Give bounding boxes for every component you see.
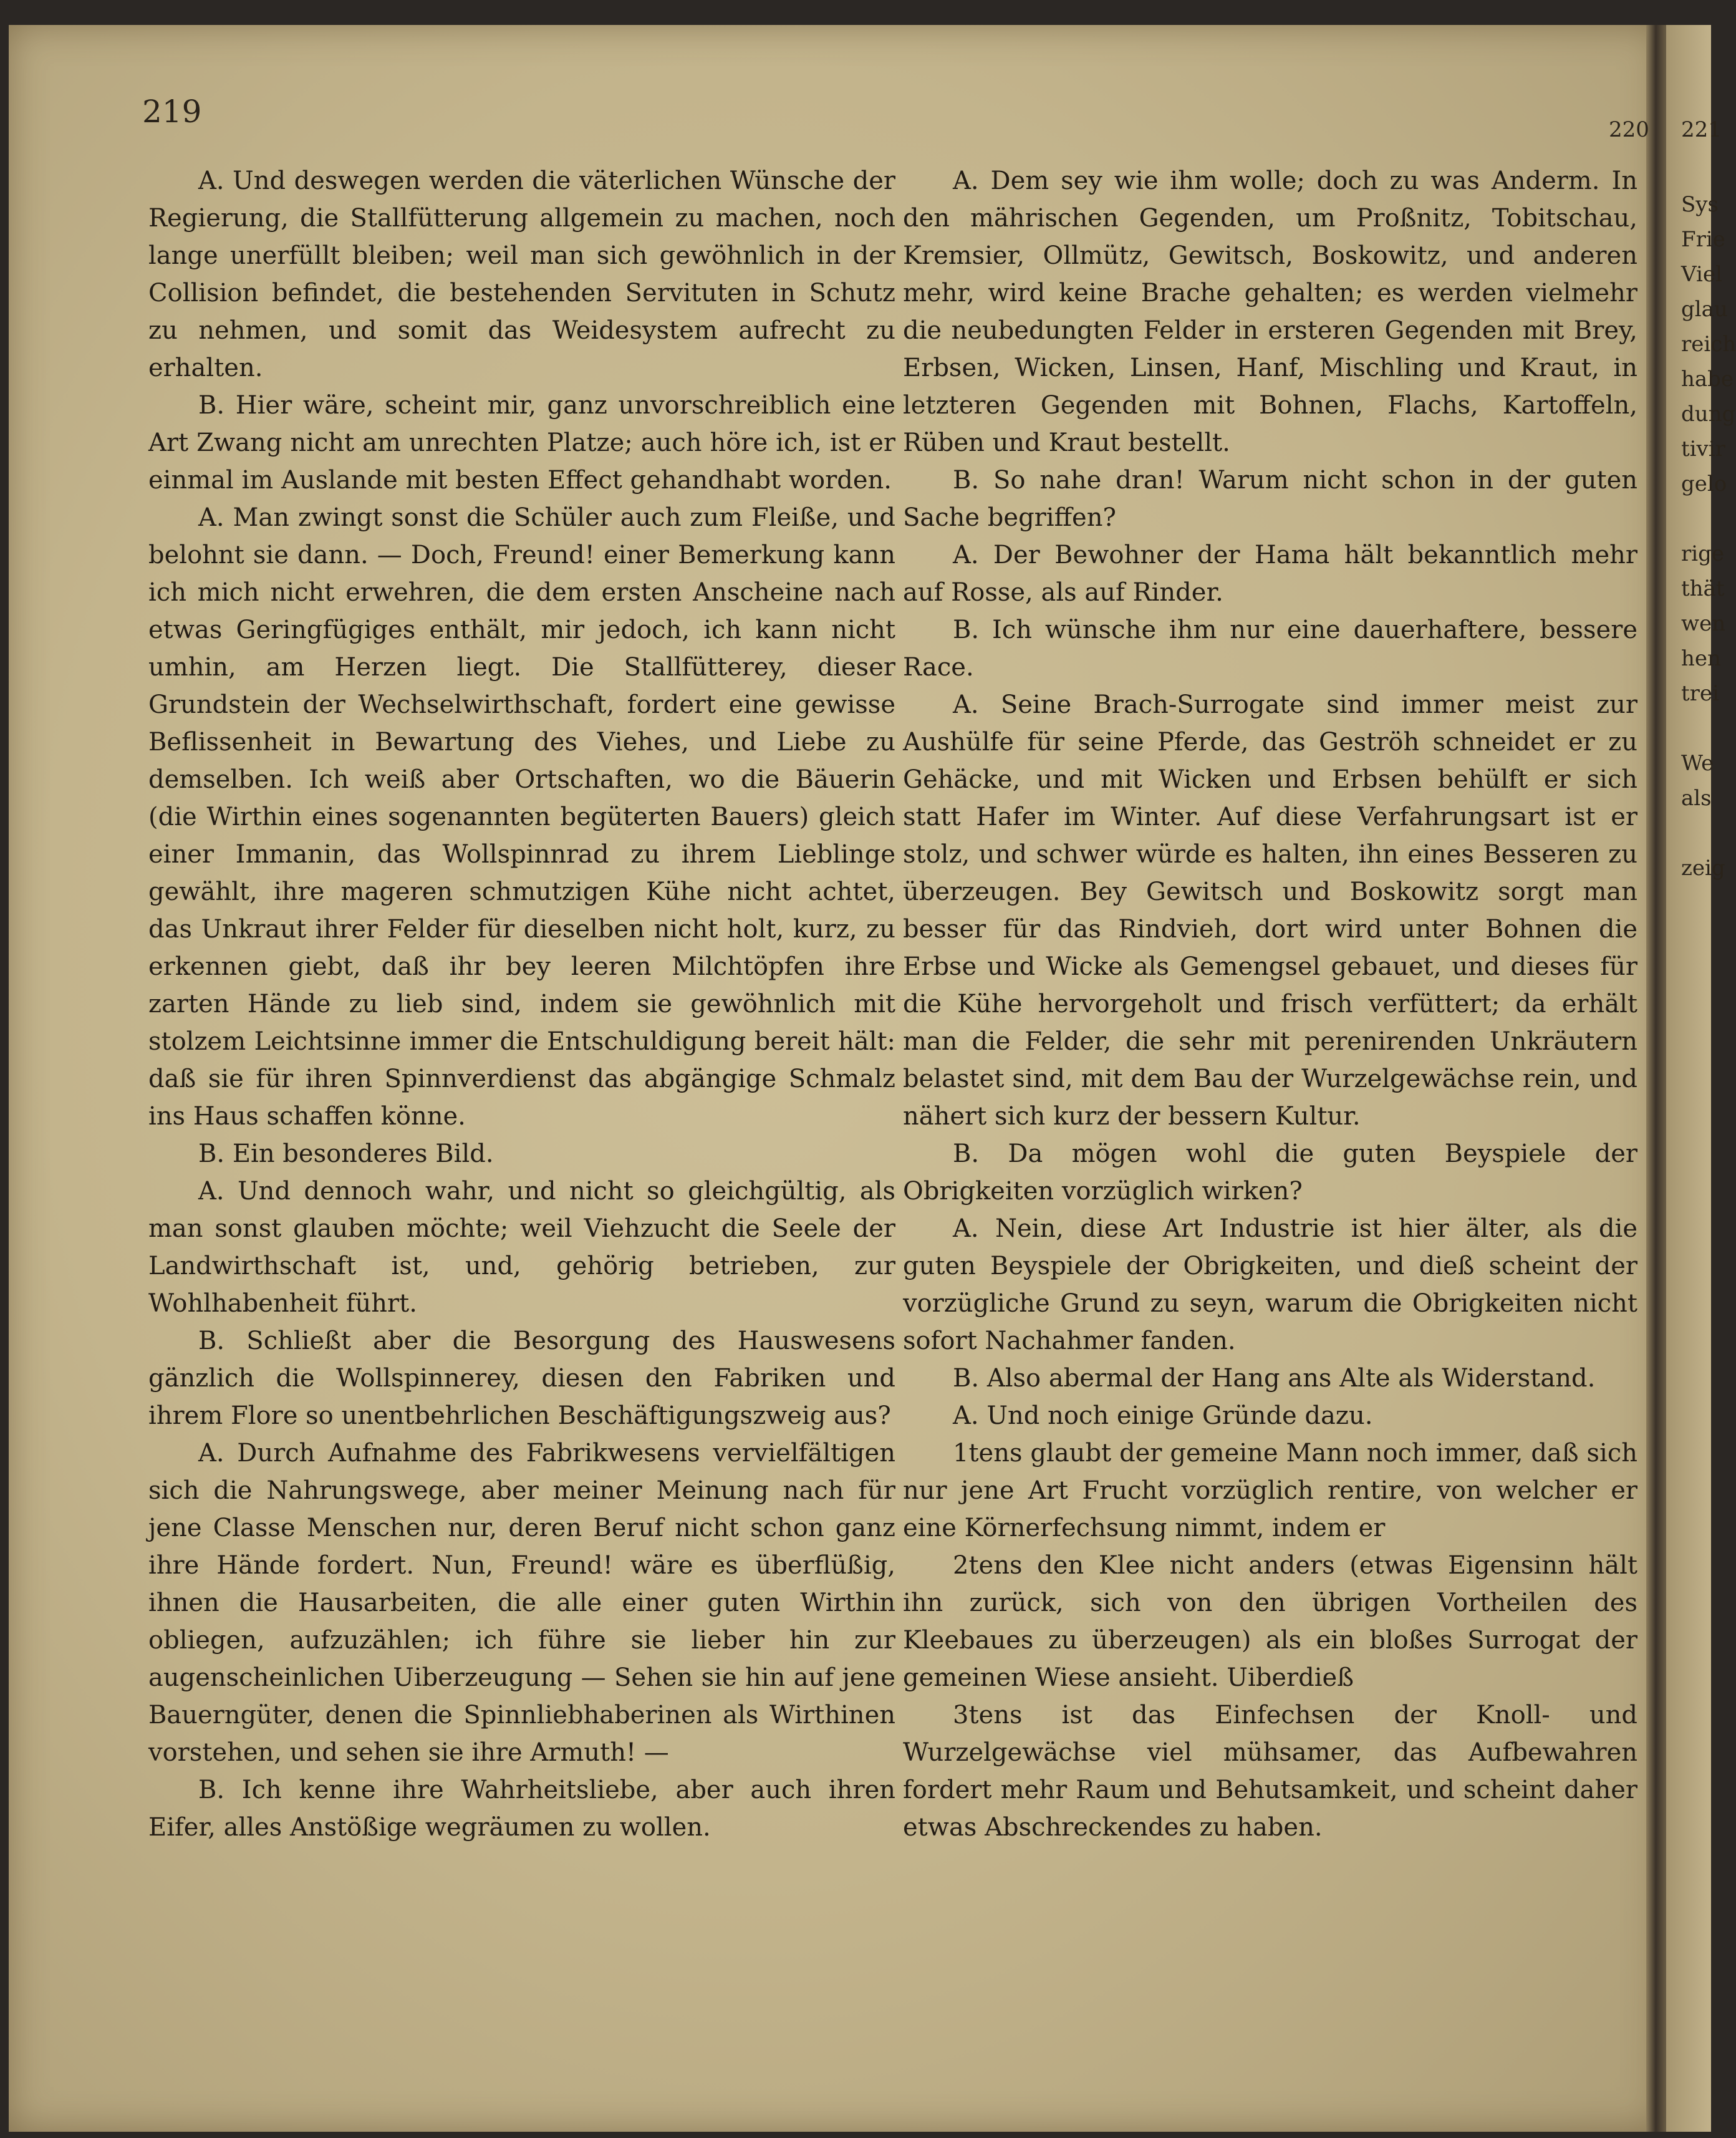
edge-fragment [1681,501,1712,536]
edge-fragment: rige [1681,541,1725,566]
text-column-left [148,162,895,1846]
paragraph: A. Nein, diese Art Industrie ist hier älter, als die guten Beyspiele der Obrigkeiten, und dieß scheint der vorzügliche Grund zu seyn, warum die Obrigkeiten nicht sofort Nachahmer fanden. [903,1214,1637,1355]
paragraph: A. Und deswegen werden die väterlichen Wünsche der Regierung, die Stallfütterung allgemein zu machen, noch lange unerfüllt bleiben; weil man sich gewöhnlich in der Collision befindet, die bestehenden Servituten in Schutz zu nehmen, und somit das Weidesystem aufrecht zu erhalten. [148,167,895,382]
edge-fragment: gelo [1681,472,1727,496]
page-number-right: 220 [1609,117,1649,142]
paragraph: A. Und noch einige Gründe dazu. [953,1401,1373,1430]
edge-fragment [1681,816,1712,851]
edge-fragment [1681,711,1712,746]
edge-fragment: reich [1681,332,1736,357]
paragraph: B. Hier wäre, scheint mir, ganz unvorschreiblich eine Art Zwang nicht am unrechten Platze; auch höre ich, ist er einmal im Auslande mit besten Effect gehandhabt worden. [148,391,895,495]
paragraph: A. Und dennoch wahr, und nicht so gleichgültig, als man sonst glauben möchte; weil Viehzucht die Seele der Landwirthschaft ist, und, gehörig betrieben, zur Wohlhabenheit führt. [148,1177,895,1318]
edge-fragment: We [1681,751,1714,776]
next-page-fragments [1681,187,1736,886]
edge-fragment: habe [1681,367,1734,392]
edge-fragment: glau [1681,297,1728,322]
edge-fragment: Sys [1681,192,1719,217]
edge-fragment: Viel [1681,262,1722,287]
paragraph: B. So nahe dran! Warum nicht schon in der guten Sache begriffen? [903,466,1637,532]
paragraph: A. Durch Aufnahme des Fabrikwesens vervielfältigen sich die Nahrungswege, aber meiner Meinung nach für jene Classe Menschen nur, deren Beruf nicht schon ganz ihre Hände fordert. Nun, Freund! wäre es überflüßig, ihnen die Hausarbeiten, die alle einer guten Wirthin obliegen, aufzuzählen; ich führe sie lieber hin zur augenscheinlichen Uiberzeugung — Sehen sie hin auf jene Bauerngüter, denen die Spinnliebhaberinen als Wirthinen vorstehen, und sehen sie ihre Armuth! — [148,1439,895,1767]
paragraph: A. Der Bewohner der Hama hält bekanntlich mehr auf Rosse, als auf Rinder. [903,541,1637,607]
edge-fragment: als [1681,786,1712,811]
edge-fragment: Frie [1681,227,1725,252]
paragraph: A. Seine Brach-Surrogate sind immer meist zur Aushülfe für seine Pferde, das Geströh schneidet er zu Gehäcke, und mit Wicken und Erbsen behülft er sich statt Hafer im Winter. Auf diese Verfahrungsart ist er stolz, und schwer würde es halten, ihn eines Besseren zu überzeugen. Bey Gewitsch und Boskowitz sorgt man besser für das Rindvieh, dort wird unter Bohnen die Erbse und Wicke als Gemengsel gebauet, und dieses für die Kühe hervorgeholt und frisch verfüttert; da erhält man die Felder, die sehr mit perenirenden Unkräutern belastet sind, mit dem Bau der Wurzelgewächse rein, und nähert sich kurz der bessern Kultur. [903,690,1637,1131]
edge-fragment: dung [1681,402,1736,427]
edge-fragment: zeig [1681,856,1725,881]
page-number-next: 221 [1681,117,1722,142]
page-number-left: 219 [142,94,202,130]
book-gutter [1646,25,1667,2132]
paragraph: 2tens den Klee nicht anders (etwas Eigensinn hält ihn zurück, sich von den übrigen Vortheilen des Kleebaues zu überzeugen) als ein bloßes Surrogat der gemeinen Wiese ansieht. Uiberdieß [903,1551,1637,1692]
edge-fragment: tivir [1681,437,1725,462]
paragraph: 1tens glaubt der gemeine Mann noch immer, daß sich nur jene Art Frucht vorzüglich rentire, von welcher er eine Körnerfechsung nimmt, indem er [903,1439,1637,1542]
text-column-right [903,162,1637,1846]
paragraph: B. Schließt aber die Besorgung des Hauswesens gänzlich die Wollspinnerey, diesen den Fabriken und ihrem Flore so unentbehrlichen Beschäftigungszweig aus? [148,1327,895,1430]
paragraph: B. Also abermal der Hang ans Alte als Widerstand. [953,1364,1596,1393]
edge-fragment: wen [1681,611,1726,636]
edge-fragment: thät [1681,576,1725,601]
paragraph: B. Ich kenne ihre Wahrheitsliebe, aber auch ihren Eifer, alles Anstößige wegräumen zu wollen. [148,1776,895,1842]
paragraph: A. Man zwingt sonst die Schüler auch zum Fleiße, und belohnt sie dann. — Doch, Freund! einer Bemerkung kann ich mich nicht erwehren, die dem ersten Anscheine nach etwas Geringfügiges enthält, mir jedoch, ich kann nicht umhin, am Herzen liegt. Die Stallfütterey, dieser Grundstein der Wechselwirthschaft, fordert eine gewisse Beflissenheit in Bewartung des Viehes, und Liebe zu demselben. Ich weiß aber Ortschaften, wo die Bäuerin (die Wirthin eines sogenannten begüterten Bauers) gleich einer Immanin, das Wollspinnrad zu ihrem Lieblinge gewählt, ihre mageren schmutzigen Kühe nicht achtet, das Unkraut ihrer Felder für dieselben nicht holt, kurz, zu erkennen giebt, daß ihr bey leeren Milchtöpfen ihre zarten Hände zu lieb sind, indem sie gewöhnlich mit stolzem Leichtsinne immer die Entschuldigung bereit hält: daß sie für ihren Spinnverdienst das abgängige Schmalz ins Haus schaffen könne. [148,503,895,1131]
edge-fragment: trei [1681,681,1719,706]
paragraph: A. Dem sey wie ihm wolle; doch zu was Anderm. In den mährischen Gegenden, um Proßnitz, Tobitschau, Kremsier, Ollmütz, Gewitsch, Boskowitz, und anderen mehr, wird keine Brache gehalten; es werden vielmehr die neubedungten Felder in ersteren Gegenden mit Brey, Erbsen, Wicken, Linsen, Hanf, Mischling und Kraut, in letzteren Gegenden mit Bohnen, Flachs, Kartoffeln, Rüben und Kraut bestellt. [903,167,1637,457]
paragraph: B. Da mögen wohl die guten Beyspiele der Obrigkeiten vorzüglich wirken? [903,1139,1637,1206]
paragraph: B. Ein besonderes Bild. [198,1139,494,1168]
paragraph: 3tens ist das Einfechsen der Knoll- und Wurzelgewächse viel mühsamer, das Aufbewahren fordert mehr Raum und Behutsamkeit, und scheint daher etwas Abschreckendes zu haben. [903,1701,1637,1842]
edge-fragment: hen [1681,646,1721,671]
paragraph: B. Ich wünsche ihm nur eine dauerhaftere, bessere Race. [903,616,1637,682]
